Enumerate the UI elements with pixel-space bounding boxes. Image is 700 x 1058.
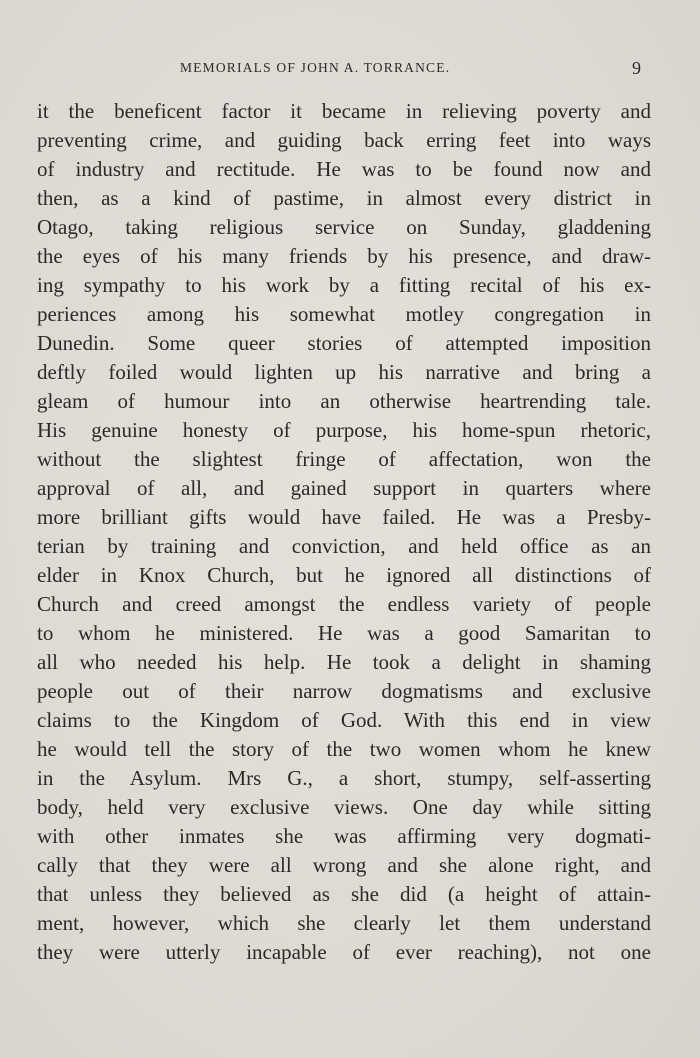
text-line: cally that they were all wrong and she alone right, and <box>37 853 651 877</box>
text-line: approval of all, and gained support in quarters where <box>37 476 651 500</box>
text-line: it the beneficent factor it became in relieving poverty and <box>37 99 651 123</box>
text-line: terian by training and conviction, and held office as an <box>37 534 651 558</box>
text-line: more brilliant gifts would have failed. He was a Presby- <box>37 505 651 529</box>
text-line: Church and creed amongst the endless variety of people <box>37 592 651 616</box>
text-line: ment, however, which she clearly let them understand <box>37 911 651 935</box>
text-line: then, as a kind of pastime, in almost every district in <box>37 186 651 210</box>
text-line: gleam of humour into an otherwise heartrending tale. <box>37 389 651 413</box>
text-line: Otago, taking religious service on Sunday, gladdening <box>37 215 651 239</box>
text-line: they were utterly incapable of ever reaching), not one <box>37 940 651 964</box>
text-line: claims to the Kingdom of God. With this end in view <box>37 708 651 732</box>
text-line: people out of their narrow dogmatisms and exclusive <box>37 679 651 703</box>
text-line: that unless they believed as she did (a height of attain- <box>37 882 651 906</box>
text-line: he would tell the story of the two women whom he knew <box>37 737 651 761</box>
text-line: in the Asylum. Mrs G., a short, stumpy, self-asserting <box>37 766 651 790</box>
text-line: His genuine honesty of purpose, his home-spun rhetoric, <box>37 418 651 442</box>
body-text <box>37 97 651 967</box>
text-line: with other inmates she was affirming very dogmati- <box>37 824 651 848</box>
text-line: periences among his somewhat motley congregation in <box>37 302 651 326</box>
text-line: to whom he ministered. He was a good Samaritan to <box>37 621 651 645</box>
text-line: of industry and rectitude. He was to be found now and <box>37 157 651 181</box>
running-head <box>0 60 700 82</box>
text-line: elder in Knox Church, but he ignored all distinctions of <box>37 563 651 587</box>
text-line: deftly foiled would lighten up his narrative and bring a <box>37 360 651 384</box>
text-line: ing sympathy to his work by a fitting recital of his ex- <box>37 273 651 297</box>
running-title: MEMORIALS OF JOHN A. TORRANCE. <box>180 60 451 75</box>
text-line: body, held very exclusive views. One day while sitting <box>37 795 651 819</box>
text-line: Dunedin. Some queer stories of attempted imposition <box>37 331 651 355</box>
text-line: without the slightest fringe of affectation, won the <box>37 447 651 471</box>
text-line: all who needed his help. He took a delight in shaming <box>37 650 651 674</box>
page-number: 9 <box>632 58 641 78</box>
text-line: preventing crime, and guiding back erring feet into ways <box>37 128 651 152</box>
text-line: the eyes of his many friends by his presence, and draw- <box>37 244 651 268</box>
